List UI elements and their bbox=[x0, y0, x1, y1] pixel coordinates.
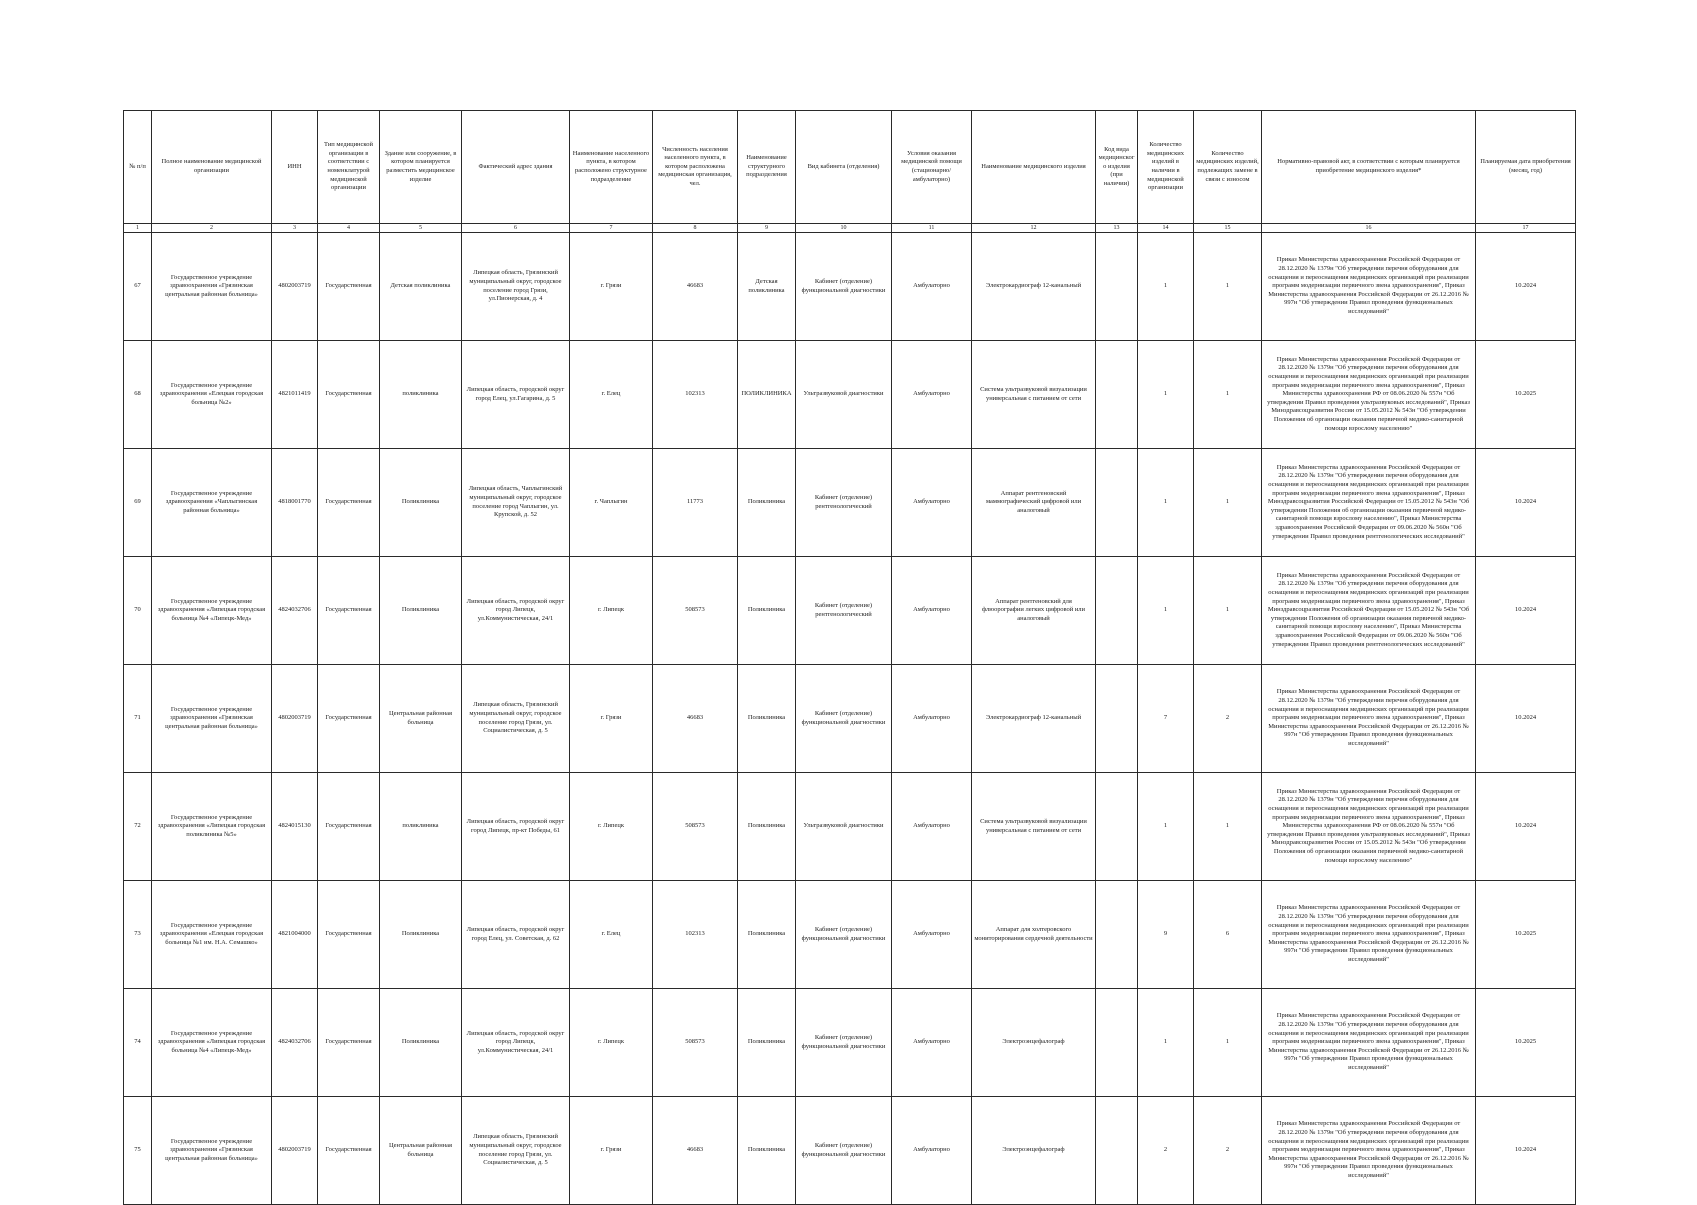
table-row bbox=[124, 557, 1576, 665]
inn-cell: 4821011419 bbox=[272, 341, 318, 449]
building-cell: Детская поликлиника bbox=[380, 233, 462, 341]
organization-type-cell: Государственная bbox=[318, 341, 380, 449]
row-number-cell: 69 bbox=[124, 449, 152, 557]
medical-device-cell: Аппарат рентгеновский для флюорографии легких цифровой или аналоговый bbox=[972, 557, 1096, 665]
care-conditions-cell: Амбулаторно bbox=[892, 881, 972, 989]
locality-cell: г. Грязи bbox=[570, 1097, 653, 1205]
column-header: Код вида медицинского изделия (при наличии) bbox=[1096, 111, 1138, 224]
devices-available-cell: 1 bbox=[1138, 341, 1194, 449]
building-cell: поликлиника bbox=[380, 341, 462, 449]
column-header: Численность населения населенного пункта, в котором расположена медицинская организация, чел. bbox=[653, 111, 738, 224]
cabinet-type-cell: Кабинет (отделение) функциональной диагностики bbox=[796, 233, 892, 341]
devices-available-cell: 1 bbox=[1138, 557, 1194, 665]
address-cell: Липецкая область, городской округ город Елец, ул.Гагарина, д. 5 bbox=[462, 341, 570, 449]
table-row bbox=[124, 449, 1576, 557]
devices-available-cell: 1 bbox=[1138, 233, 1194, 341]
address-cell: Липецкая область, Грязинский муниципальный округ, городское поселение город Грязи, ул. Социалистическая, д. 5 bbox=[462, 1097, 570, 1205]
address-cell: Липецкая область, Грязинский муниципальный округ, городское поселение город Грязи, ул.Пионерская, д. 4 bbox=[462, 233, 570, 341]
structural-unit-cell: Поликлиника bbox=[738, 665, 796, 773]
devices-to-replace-cell: 1 bbox=[1194, 233, 1262, 341]
table-row bbox=[124, 881, 1576, 989]
locality-cell: г. Липецк bbox=[570, 557, 653, 665]
column-header: Тип медицинской организации в соответствии с номенклатурой медицинской организации bbox=[318, 111, 380, 224]
legal-act-cell: Приказ Министерства здравоохранения Российской Федерации от 28.12.2020 № 1379н "Об утверждении перечня оборудования для оснащения и переоснащения медицинских организаций при реализации программ модернизации первичного звена здравоохранения", Приказ Министерства здравоохранения Российской Федерации от 26.12.2016 № 997н "Об утверждении Правил проведения функциональных исследований" bbox=[1262, 233, 1476, 341]
address-cell: Липецкая область, Чаплыгинский муниципальный округ, городское поселение город Чаплыгин, ул. Крупской, д. 52 bbox=[462, 449, 570, 557]
cabinet-type-cell: Кабинет (отделение) функциональной диагностики bbox=[796, 881, 892, 989]
devices-available-cell: 1 bbox=[1138, 773, 1194, 881]
column-header: № п/п bbox=[124, 111, 152, 224]
building-cell: Центральная районная больница bbox=[380, 665, 462, 773]
locality-cell: г. Липецк bbox=[570, 989, 653, 1097]
inn-cell: 4824015130 bbox=[272, 773, 318, 881]
column-number: 1 bbox=[124, 224, 152, 233]
locality-cell: г. Липецк bbox=[570, 773, 653, 881]
planned-date-cell: 10.2024 bbox=[1476, 557, 1576, 665]
population-cell: 508573 bbox=[653, 557, 738, 665]
organization-name-cell: Государственное учреждение здравоохранения «Грязинская центральная районная больница» bbox=[152, 1097, 272, 1205]
inn-cell: 4818001770 bbox=[272, 449, 318, 557]
building-cell: поликлиника bbox=[380, 773, 462, 881]
inn-cell: 4824032706 bbox=[272, 557, 318, 665]
cabinet-type-cell: Ультразвуковой диагностики bbox=[796, 341, 892, 449]
device-code-cell bbox=[1096, 665, 1138, 773]
planned-date-cell: 10.2024 bbox=[1476, 1097, 1576, 1205]
cabinet-type-cell: Кабинет (отделение) рентгенологический bbox=[796, 449, 892, 557]
row-number-cell: 74 bbox=[124, 989, 152, 1097]
organization-name-cell: Государственное учреждение здравоохранения «Липецкая городская поликлиника №5» bbox=[152, 773, 272, 881]
legal-act-cell: Приказ Министерства здравоохранения Российской Федерации от 28.12.2020 № 1379н "Об утверждении перечня оборудования для оснащения и переоснащения медицинских организаций при реализации программ модернизации первичного звена здравоохранения", Приказ Министерства здравоохранения Российской Федерации от 26.12.2016 № 997н "Об утверждении Правил проведения функциональных исследований" bbox=[1262, 665, 1476, 773]
medical-device-cell: Электроэнцефалограф bbox=[972, 1097, 1096, 1205]
device-code-cell bbox=[1096, 557, 1138, 665]
medical-device-cell: Электроэнцефалограф bbox=[972, 989, 1096, 1097]
cabinet-type-cell: Ультразвуковой диагностики bbox=[796, 773, 892, 881]
cabinet-type-cell: Кабинет (отделение) функциональной диагностики bbox=[796, 989, 892, 1097]
devices-to-replace-cell: 1 bbox=[1194, 341, 1262, 449]
planned-date-cell: 10.2024 bbox=[1476, 665, 1576, 773]
devices-available-cell: 1 bbox=[1138, 449, 1194, 557]
column-number: 12 bbox=[972, 224, 1096, 233]
column-number: 4 bbox=[318, 224, 380, 233]
table-header bbox=[124, 111, 1576, 233]
column-number: 17 bbox=[1476, 224, 1576, 233]
inn-cell: 4802003719 bbox=[272, 1097, 318, 1205]
column-number: 14 bbox=[1138, 224, 1194, 233]
organization-type-cell: Государственная bbox=[318, 773, 380, 881]
row-number-cell: 70 bbox=[124, 557, 152, 665]
legal-act-cell: Приказ Министерства здравоохранения Российской Федерации от 28.12.2020 № 1379н "Об утверждении перечня оборудования для оснащения и переоснащения медицинских организаций при реализации программ модернизации первичного звена здравоохранения", Приказ Министерства здравоохранения РФ от 08.06.2020 № 557н "Об утверждении Правил проведения ультразвуковых исследований", Приказ Минздравсоцразвития России от 15.05.2012 № 543н "Об утверждении Положения об организации оказания первичной медико-санитарной помощи взрослому населению" bbox=[1262, 773, 1476, 881]
organization-name-cell: Государственное учреждение здравоохранения «Чаплыгинская районная больница» bbox=[152, 449, 272, 557]
cabinet-type-cell: Кабинет (отделение) функциональной диагностики bbox=[796, 665, 892, 773]
column-header: Наименование медицинского изделия bbox=[972, 111, 1096, 224]
table-body bbox=[124, 233, 1576, 1205]
planned-date-cell: 10.2024 bbox=[1476, 233, 1576, 341]
population-cell: 508573 bbox=[653, 989, 738, 1097]
care-conditions-cell: Амбулаторно bbox=[892, 989, 972, 1097]
row-number-cell: 73 bbox=[124, 881, 152, 989]
devices-to-replace-cell: 1 bbox=[1194, 449, 1262, 557]
column-header: Здание или сооружение, в котором планируется разместить медицинское изделие bbox=[380, 111, 462, 224]
organization-type-cell: Государственная bbox=[318, 989, 380, 1097]
table-row bbox=[124, 1097, 1576, 1205]
locality-cell: г. Грязи bbox=[570, 665, 653, 773]
column-header: Количество медицинских изделий, подлежащих замене в связи с износом bbox=[1194, 111, 1262, 224]
devices-to-replace-cell: 1 bbox=[1194, 557, 1262, 665]
medical-device-cell: Аппарат рентгеновский маммографический цифровой или аналоговый bbox=[972, 449, 1096, 557]
organization-name-cell: Государственное учреждение здравоохранения «Елецкая городская больница №1 им. Н.А. Семашко» bbox=[152, 881, 272, 989]
column-header: Фактический адрес здания bbox=[462, 111, 570, 224]
column-number: 6 bbox=[462, 224, 570, 233]
column-number: 8 bbox=[653, 224, 738, 233]
locality-cell: г. Грязи bbox=[570, 233, 653, 341]
column-header: Полное наименование медицинской организации bbox=[152, 111, 272, 224]
organization-name-cell: Государственное учреждение здравоохранения «Грязинская центральная районная больница» bbox=[152, 233, 272, 341]
column-number: 15 bbox=[1194, 224, 1262, 233]
legal-act-cell: Приказ Министерства здравоохранения Российской Федерации от 28.12.2020 № 1379н "Об утверждении перечня оборудования для оснащения и переоснащения медицинских организаций при реализации программ модернизации первичного звена здравоохранения", Приказ Минздравсоцразвития Российской Федерации от 15.05.2012 № 543н "Об утверждении Положения об организации оказания первичной медико-санитарной помощи взрослому населению", Приказ Министерства здравоохранения Российской Федерации от 09.06.2020 № 560н "Об утверждении Правил проведения рентгенологических исследований" bbox=[1262, 557, 1476, 665]
organization-name-cell: Государственное учреждение здравоохранения «Липецкая городская больница №4 «Липецк-Мед» bbox=[152, 989, 272, 1097]
column-header: Наименование населенного пункта, в котором расположено структурное подразделение bbox=[570, 111, 653, 224]
devices-to-replace-cell: 2 bbox=[1194, 1097, 1262, 1205]
organization-name-cell: Государственное учреждение здравоохранения «Липецкая городская больница №4 «Липецк-Мед» bbox=[152, 557, 272, 665]
inn-cell: 4802003719 bbox=[272, 233, 318, 341]
table-row bbox=[124, 233, 1576, 341]
population-cell: 46683 bbox=[653, 665, 738, 773]
column-number: 9 bbox=[738, 224, 796, 233]
care-conditions-cell: Амбулаторно bbox=[892, 1097, 972, 1205]
devices-to-replace-cell: 6 bbox=[1194, 881, 1262, 989]
inn-cell: 4802003719 bbox=[272, 665, 318, 773]
population-cell: 508573 bbox=[653, 773, 738, 881]
devices-available-cell: 2 bbox=[1138, 1097, 1194, 1205]
planned-date-cell: 10.2024 bbox=[1476, 449, 1576, 557]
building-cell: Поликлиника bbox=[380, 449, 462, 557]
planned-date-cell: 10.2025 bbox=[1476, 341, 1576, 449]
devices-to-replace-cell: 1 bbox=[1194, 989, 1262, 1097]
address-cell: Липецкая область, городской округ город Липецк, ул.Коммунистическая, 24/1 bbox=[462, 557, 570, 665]
locality-cell: г. Чаплыгин bbox=[570, 449, 653, 557]
locality-cell: г. Елец bbox=[570, 341, 653, 449]
care-conditions-cell: Амбулаторно bbox=[892, 341, 972, 449]
organization-name-cell: Государственное учреждение здравоохранения «Грязинская центральная районная больница» bbox=[152, 665, 272, 773]
row-number-cell: 67 bbox=[124, 233, 152, 341]
structural-unit-cell: Детская поликлиника bbox=[738, 233, 796, 341]
row-number-cell: 68 bbox=[124, 341, 152, 449]
population-cell: 102313 bbox=[653, 341, 738, 449]
devices-to-replace-cell: 2 bbox=[1194, 665, 1262, 773]
column-number: 3 bbox=[272, 224, 318, 233]
care-conditions-cell: Амбулаторно bbox=[892, 449, 972, 557]
row-number-cell: 72 bbox=[124, 773, 152, 881]
medical-device-cell: Система ультразвуковой визуализации универсальная с питанием от сети bbox=[972, 773, 1096, 881]
devices-available-cell: 7 bbox=[1138, 665, 1194, 773]
structural-unit-cell: Поликлиника bbox=[738, 881, 796, 989]
column-number: 11 bbox=[892, 224, 972, 233]
row-number-cell: 71 bbox=[124, 665, 152, 773]
equipment-registry-table bbox=[123, 110, 1576, 1205]
device-code-cell bbox=[1096, 989, 1138, 1097]
building-cell: Центральная районная больница bbox=[380, 1097, 462, 1205]
building-cell: Поликлиника bbox=[380, 557, 462, 665]
organization-type-cell: Государственная bbox=[318, 233, 380, 341]
column-number: 16 bbox=[1262, 224, 1476, 233]
column-header: Планируемая дата приобретения (месяц, год) bbox=[1476, 111, 1576, 224]
device-code-cell bbox=[1096, 449, 1138, 557]
structural-unit-cell: Поликлиника bbox=[738, 1097, 796, 1205]
organization-type-cell: Государственная bbox=[318, 665, 380, 773]
care-conditions-cell: Амбулаторно bbox=[892, 557, 972, 665]
row-number-cell: 75 bbox=[124, 1097, 152, 1205]
population-cell: 46683 bbox=[653, 233, 738, 341]
column-header: Вид кабинета (отделения) bbox=[796, 111, 892, 224]
devices-available-cell: 9 bbox=[1138, 881, 1194, 989]
organization-type-cell: Государственная bbox=[318, 557, 380, 665]
column-header: Наименование структурного подразделения bbox=[738, 111, 796, 224]
device-code-cell bbox=[1096, 341, 1138, 449]
column-number: 13 bbox=[1096, 224, 1138, 233]
organization-type-cell: Государственная bbox=[318, 449, 380, 557]
table-row bbox=[124, 773, 1576, 881]
care-conditions-cell: Амбулаторно bbox=[892, 773, 972, 881]
column-header: Нормативно-правовой акт, в соответствии с которым планируется приобретение медицинского изделия* bbox=[1262, 111, 1476, 224]
cabinet-type-cell: Кабинет (отделение) рентгенологический bbox=[796, 557, 892, 665]
legal-act-cell: Приказ Министерства здравоохранения Российской Федерации от 28.12.2020 № 1379н "Об утверждении перечня оборудования для оснащения и переоснащения медицинских организаций при реализации программ модернизации первичного звена здравоохранения", Приказ Министерства здравоохранения Российской Федерации от 26.12.2016 № 997н "Об утверждении Правил проведения функциональных исследований" bbox=[1262, 1097, 1476, 1205]
organization-name-cell: Государственное учреждение здравоохранения «Елецкая городская больница №2» bbox=[152, 341, 272, 449]
building-cell: Поликлиника bbox=[380, 989, 462, 1097]
header-row bbox=[124, 111, 1576, 224]
inn-cell: 4821004000 bbox=[272, 881, 318, 989]
devices-available-cell: 1 bbox=[1138, 989, 1194, 1097]
column-number-row bbox=[124, 224, 1576, 233]
planned-date-cell: 10.2025 bbox=[1476, 989, 1576, 1097]
table-row bbox=[124, 341, 1576, 449]
medical-device-cell: Электрокардиограф 12-канальный bbox=[972, 665, 1096, 773]
device-code-cell bbox=[1096, 1097, 1138, 1205]
planned-date-cell: 10.2025 bbox=[1476, 881, 1576, 989]
column-header: Условия оказания медицинской помощи (стационарно/амбулаторно) bbox=[892, 111, 972, 224]
care-conditions-cell: Амбулаторно bbox=[892, 233, 972, 341]
structural-unit-cell: Поликлиника bbox=[738, 557, 796, 665]
building-cell: Поликлиника bbox=[380, 881, 462, 989]
organization-type-cell: Государственная bbox=[318, 1097, 380, 1205]
structural-unit-cell: Поликлиника bbox=[738, 449, 796, 557]
document-page bbox=[123, 110, 1575, 1205]
legal-act-cell: Приказ Министерства здравоохранения Российской Федерации от 28.12.2020 № 1379н "Об утверждении перечня оборудования для оснащения и переоснащения медицинских организаций при реализации программ модернизации первичного звена здравоохранения", Приказ Минздравсоцразвития Российской Федерации от 15.05.2012 № 543н "Об утверждении Положения об организации оказания первичной медико-санитарной помощи взрослому населению", Приказ Министерства здравоохранения Российской Федерации от 09.06.2020 № 560н "Об утверждении Правил проведения рентгенологических исследований" bbox=[1262, 449, 1476, 557]
structural-unit-cell: ПОЛИКЛИНИКА bbox=[738, 341, 796, 449]
planned-date-cell: 10.2024 bbox=[1476, 773, 1576, 881]
legal-act-cell: Приказ Министерства здравоохранения Российской Федерации от 28.12.2020 № 1379н "Об утверждении перечня оборудования для оснащения и переоснащения медицинских организаций при реализации программ модернизации первичного звена здравоохранения", Приказ Министерства здравоохранения Российской Федерации от 26.12.2016 № 997н "Об утверждении Правил проведения функциональных исследований" bbox=[1262, 989, 1476, 1097]
table-row bbox=[124, 989, 1576, 1097]
population-cell: 11773 bbox=[653, 449, 738, 557]
column-number: 10 bbox=[796, 224, 892, 233]
address-cell: Липецкая область, Грязинский муниципальный округ, городское поселение город Грязи, ул. Социалистическая, д. 5 bbox=[462, 665, 570, 773]
column-number: 2 bbox=[152, 224, 272, 233]
column-header: Количество медицинских изделий в наличии в медицинской организации bbox=[1138, 111, 1194, 224]
population-cell: 102313 bbox=[653, 881, 738, 989]
legal-act-cell: Приказ Министерства здравоохранения Российской Федерации от 28.12.2020 № 1379н "Об утверждении перечня оборудования для оснащения и переоснащения медицинских организаций при реализации программ модернизации первичного звена здравоохранения", Приказ Министерства здравоохранения Российской Федерации от 26.12.2016 № 997н "Об утверждении Правил проведения функциональных исследований" bbox=[1262, 881, 1476, 989]
population-cell: 46683 bbox=[653, 1097, 738, 1205]
medical-device-cell: Аппарат для холтеровского мониторирования сердечной деятельности bbox=[972, 881, 1096, 989]
inn-cell: 4824032706 bbox=[272, 989, 318, 1097]
structural-unit-cell: Поликлиника bbox=[738, 989, 796, 1097]
cabinet-type-cell: Кабинет (отделение) функциональной диагностики bbox=[796, 1097, 892, 1205]
devices-to-replace-cell: 1 bbox=[1194, 773, 1262, 881]
address-cell: Липецкая область, городской округ город Елец, ул. Советская, д. 62 bbox=[462, 881, 570, 989]
care-conditions-cell: Амбулаторно bbox=[892, 665, 972, 773]
medical-device-cell: Система ультразвуковой визуализации универсальная с питанием от сети bbox=[972, 341, 1096, 449]
legal-act-cell: Приказ Министерства здравоохранения Российской Федерации от 28.12.2020 № 1379н "Об утверждении перечня оборудования для оснащения и переоснащения медицинских организаций при реализации программ модернизации первичного звена здравоохранения", Приказ Министерства здравоохранения РФ от 08.06.2020 № 557н "Об утверждении Правил проведения ультразвуковых исследований", Приказ Минздравсоцразвития России от 15.05.2012 № 543н "Об утверждении Положения об организации оказания первичной медико-санитарной помощи взрослому населению" bbox=[1262, 341, 1476, 449]
device-code-cell bbox=[1096, 773, 1138, 881]
organization-type-cell: Государственная bbox=[318, 881, 380, 989]
medical-device-cell: Электрокардиограф 12-канальный bbox=[972, 233, 1096, 341]
locality-cell: г. Елец bbox=[570, 881, 653, 989]
table-row bbox=[124, 665, 1576, 773]
column-header: ИНН bbox=[272, 111, 318, 224]
structural-unit-cell: Поликлиника bbox=[738, 773, 796, 881]
device-code-cell bbox=[1096, 233, 1138, 341]
address-cell: Липецкая область, городской округ город Липецк, ул.Коммунистическая, 24/1 bbox=[462, 989, 570, 1097]
address-cell: Липецкая область, городской округ город Липецк, пр-кт Победы, 61 bbox=[462, 773, 570, 881]
column-number: 5 bbox=[380, 224, 462, 233]
column-number: 7 bbox=[570, 224, 653, 233]
device-code-cell bbox=[1096, 881, 1138, 989]
